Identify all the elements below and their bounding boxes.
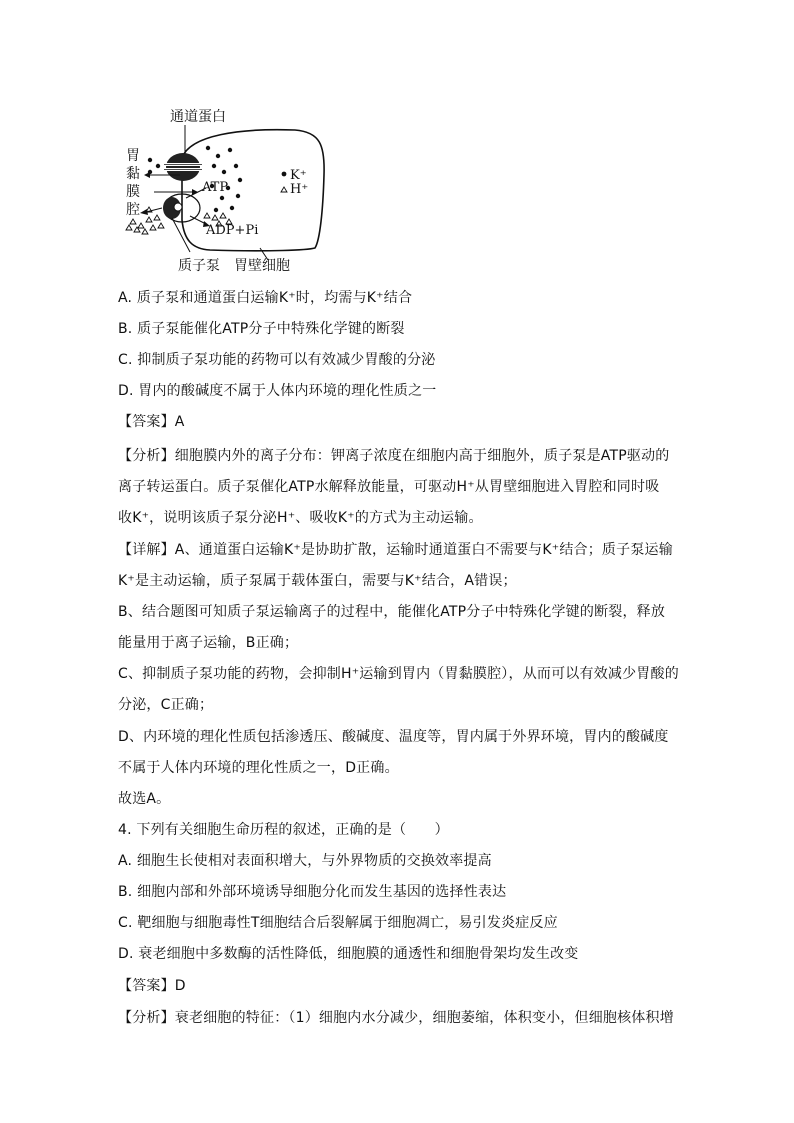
channel-label: 通道蛋白	[170, 109, 226, 125]
explanation-line: K⁺是主动运输，质子泵属于载体蛋白，需要与K⁺结合，A错误；	[118, 573, 517, 589]
adp-label: ADP+Pi	[206, 223, 259, 238]
explanation-line: D、内环境的理化性质包括渗透压、酸碱度、温度等，胃内属于外界环境，胃内的酸碱度	[118, 729, 669, 745]
pump-label: 质子泵	[178, 258, 220, 274]
explanation-line: 【详解】A、通道蛋白运输K⁺是协助扩散，运输时通道蛋白不需要与K⁺结合；质子泵运输	[118, 542, 673, 558]
explanation-line: 分泌，C正确；	[118, 697, 214, 713]
option-c: C. 靶细胞与细胞毒性T细胞结合后裂解属于细胞凋亡，易引发炎症反应	[118, 915, 558, 931]
pump-pointer	[172, 218, 190, 252]
legend-k: K⁺	[290, 168, 307, 183]
diagram-svg	[120, 100, 340, 280]
atp-label: ATP	[202, 180, 229, 195]
conclusion-line: 故选A。	[118, 791, 171, 807]
lumen-label-4: 腔	[126, 202, 140, 218]
answer-label: 【答案】D	[118, 978, 186, 994]
option-d: D. 胃内的酸碱度不属于人体内环境的理化性质之一	[118, 383, 437, 399]
question-stem: 4. 下列有关细胞生命历程的叙述，正确的是（ ）	[118, 822, 449, 838]
legend-h: H⁺	[290, 182, 309, 197]
proton-pump-diagram	[120, 100, 340, 280]
analysis-line: 离子转运蛋白。质子泵催化ATP水解释放能量，可驱动H⁺从胃壁细胞进入胃腔和同时吸	[118, 479, 660, 495]
answer-label: 【答案】A	[118, 414, 185, 430]
option-b: B. 细胞内部和外部环境诱导细胞分化而发生基因的选择性表达	[118, 884, 507, 900]
lumen-label-1: 胃	[126, 148, 140, 164]
cell-label: 胃壁细胞	[234, 258, 290, 274]
explanation-line: 能量用于离子运输，B正确；	[118, 635, 299, 651]
explanation-line: B、结合题图可知质子泵运输离子的过程中，能催化ATP分子中特殊化学键的断裂，释放	[118, 604, 666, 620]
lumen-label-2: 黏	[126, 166, 140, 182]
analysis-line: 【分析】衰老细胞的特征：（1）细胞内水分减少，细胞萎缩，体积变小，但细胞核体积增	[118, 1010, 674, 1026]
option-c: C. 抑制质子泵功能的药物可以有效减少胃酸的分泌	[118, 352, 436, 368]
option-d: D. 衰老细胞中多数酶的活性降低，细胞膜的通透性和细胞骨架均发生改变	[118, 946, 579, 962]
analysis-line: 收K⁺，说明该质子泵分泌H⁺、吸收K⁺的方式为主动运输。	[118, 510, 483, 526]
channel-protein-icon	[164, 153, 202, 181]
lumen-label-3: 膜	[126, 184, 140, 200]
option-a: A. 质子泵和通道蛋白运输K⁺时，均需与K⁺结合	[118, 290, 413, 306]
explanation-line: C、抑制质子泵功能的药物，会抑制H⁺运输到胃内（胃黏膜腔），从而可以有效减少胃酸的	[118, 666, 679, 682]
option-a: A. 细胞生长使相对表面积增大，与外界物质的交换效率提高	[118, 853, 492, 869]
analysis-line: 【分析】细胞膜内外的离子分布：钾离子浓度在细胞内高于细胞外，质子泵是ATP驱动的	[118, 448, 670, 464]
option-b: B. 质子泵能催化ATP分子中特殊化学键的断裂	[118, 321, 405, 337]
explanation-line: 不属于人体内环境的理化性质之一，D正确。	[118, 760, 399, 776]
